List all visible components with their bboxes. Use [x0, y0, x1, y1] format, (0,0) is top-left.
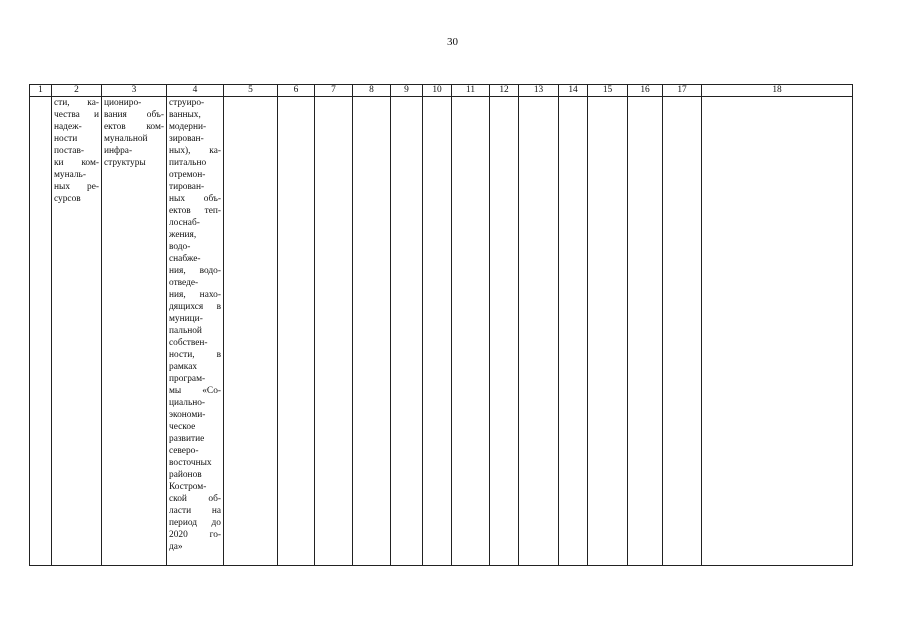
- cell-line: пальной: [169, 326, 202, 336]
- cell-line: програм-: [169, 374, 206, 384]
- cell-line: чества и: [54, 110, 99, 120]
- cell-line: ных ре-: [54, 182, 99, 192]
- column-header: 3: [102, 85, 167, 97]
- cell-line: зирован-: [169, 134, 204, 144]
- table-cell: [315, 97, 353, 566]
- table-cell: [224, 97, 278, 566]
- cell-line: сти, ка-: [54, 98, 99, 108]
- column-header: 5: [224, 85, 278, 97]
- cell-line: муналь-: [54, 170, 86, 180]
- cell-line: ния, водо-: [169, 266, 221, 276]
- cell-line: ектов ком-: [104, 122, 164, 132]
- cell-line: ности, в: [169, 350, 221, 360]
- cell-line: отремон-: [169, 170, 206, 180]
- column-header: 14: [559, 85, 588, 97]
- table-cell: [452, 97, 490, 566]
- column-header: 2: [52, 85, 102, 97]
- table-cell: [353, 97, 391, 566]
- cell-line: циониро-: [104, 98, 142, 108]
- column-header: 16: [628, 85, 663, 97]
- cell-line: мы «Со-: [169, 386, 221, 396]
- table-cell: [702, 97, 853, 566]
- table-cell: [519, 97, 559, 566]
- cell-line: ния, нахо-: [169, 290, 221, 300]
- column-header: 13: [519, 85, 559, 97]
- table-cell: [102, 97, 167, 566]
- cell-line: развитие: [169, 434, 205, 444]
- cell-line: струиро-: [169, 98, 205, 108]
- cell-line: экономи-: [169, 410, 206, 420]
- cell-line: вания объ-: [104, 110, 164, 120]
- cell-line: инфра-: [104, 146, 133, 156]
- cell-text: [52, 97, 101, 205]
- cell-line: ных объ-: [169, 194, 221, 204]
- column-header: 7: [315, 85, 353, 97]
- column-header: 17: [663, 85, 702, 97]
- column-header: 18: [702, 85, 853, 97]
- column-header: 6: [278, 85, 315, 97]
- cell-line: ных), ка-: [169, 146, 221, 156]
- table-cell: [391, 97, 423, 566]
- cell-line: ванных,: [169, 110, 201, 120]
- cell-line: надеж-: [54, 122, 82, 132]
- table-cell: [588, 97, 628, 566]
- cell-line: ектов теп-: [169, 206, 221, 216]
- column-header: 1: [30, 85, 52, 97]
- table-cell: [30, 97, 52, 566]
- cell-line: Костром-: [169, 482, 207, 492]
- cell-line: модерни-: [169, 122, 207, 132]
- table-cell: [490, 97, 519, 566]
- cell-line: дящихся в: [169, 302, 221, 312]
- header-row: [30, 85, 853, 97]
- cell-line: ческое: [169, 422, 196, 432]
- cell-line: период до: [169, 518, 221, 528]
- table-cell: [52, 97, 102, 566]
- table-cell: [423, 97, 452, 566]
- cell-line: лоснаб-: [169, 218, 200, 228]
- cell-line: постав-: [54, 146, 85, 156]
- cell-line: сурсов: [54, 194, 81, 204]
- cell-line: ласти на: [169, 506, 221, 516]
- cell-line: собствен-: [169, 338, 208, 348]
- column-header: 15: [588, 85, 628, 97]
- table-row: [30, 97, 853, 566]
- cell-text: [167, 97, 223, 553]
- data-table: [29, 84, 853, 566]
- table-cell: [278, 97, 315, 566]
- cell-line: водо-: [169, 242, 191, 252]
- cell-line: северо-: [169, 446, 199, 456]
- cell-line: мунальной: [104, 134, 148, 144]
- cell-line: отведе-: [169, 278, 199, 288]
- cell-line: жения,: [169, 230, 197, 240]
- cell-line: ской об-: [169, 494, 221, 504]
- cell-line: ности: [54, 134, 78, 144]
- column-header: 11: [452, 85, 490, 97]
- cell-line: снабже-: [169, 254, 201, 264]
- table-cell: [628, 97, 663, 566]
- column-header: 4: [167, 85, 224, 97]
- column-header: 10: [423, 85, 452, 97]
- table-cell: [663, 97, 702, 566]
- cell-line: циально-: [169, 398, 206, 408]
- cell-line: да»: [169, 542, 183, 552]
- cell-text: [102, 97, 166, 169]
- cell-line: 2020 го-: [169, 530, 221, 540]
- column-header: 8: [353, 85, 391, 97]
- table-cell: [559, 97, 588, 566]
- page-number: 30: [447, 36, 458, 48]
- cell-line: ки ком-: [54, 158, 99, 168]
- table-cell: [167, 97, 224, 566]
- cell-line: рамках: [169, 362, 198, 372]
- cell-line: тирован-: [169, 182, 205, 192]
- column-header: 9: [391, 85, 423, 97]
- column-header: 12: [490, 85, 519, 97]
- cell-line: районов: [169, 470, 202, 480]
- cell-line: восточных: [169, 458, 212, 468]
- cell-line: структуры: [104, 158, 146, 168]
- cell-line: муници-: [169, 314, 203, 324]
- cell-line: питально: [169, 158, 207, 168]
